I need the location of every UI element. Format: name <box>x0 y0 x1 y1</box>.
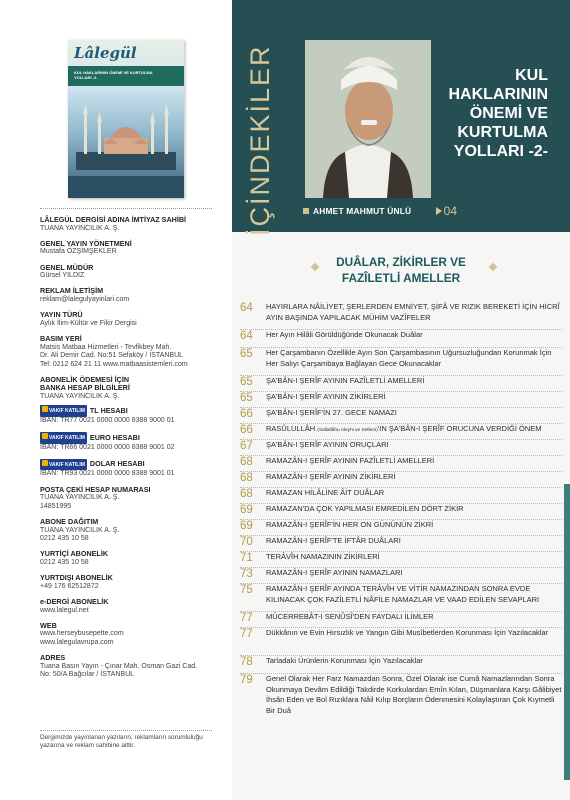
author-photo <box>305 40 431 198</box>
toc-page-number: 75 <box>240 584 253 596</box>
toc-entry-title: RAMAZÂN-I ŞERÎF AYININ NAMAZLARI <box>266 568 403 577</box>
imprint-heading: WEB <box>40 620 57 630</box>
toc-page-number: 69 <box>240 520 253 532</box>
imprint-heading: POSTA ÇEKİ HESAP NUMARASI <box>40 484 151 494</box>
imprint-block <box>40 240 220 257</box>
toc-entry-title: Tarladaki Ürünlerin Korunması İçin Yazılacaklar <box>266 656 423 665</box>
toc-entry-title: RAMAZÂN-I ŞERÎF AYININ ZİKİRLERİ <box>266 472 396 481</box>
imprint-link[interactable]: www.lalegul.net <box>40 606 89 614</box>
toc-entry-title: Her Ayın Hilâli Görüldüğünde Okunacak Duâlar <box>266 330 423 339</box>
imprint-heading: YURTİÇİ ABONELİK <box>40 549 109 559</box>
imprint-text: +49 176 62512872 <box>40 582 99 590</box>
imprint-text: Tuana Basın Yayın - Çınar Mah. Osman Gazi Cad. <box>40 662 198 670</box>
imprint-block <box>40 216 220 233</box>
imprint-text: TUANA YAYINCILIK A. Ş. <box>40 393 120 401</box>
imprint-block <box>40 574 220 591</box>
toc-page-number: 65 <box>240 376 253 388</box>
imprint-block <box>40 622 220 648</box>
toc-page-number: 79 <box>240 674 253 686</box>
toc-entry-title: Her Çarşambanın Özellikle Ayın Son Çarşambasının Uğursuzluğundan Korunmak İçin Her Salıyı Çarşambaya Bağlayan Gece Okunacaklar <box>266 348 552 368</box>
feature-page-number: 04 <box>443 204 457 218</box>
section-title-line: DUÂLAR, ZİKİRLER VE <box>336 255 466 269</box>
iban: İBAN: TR77 0021 0000 0000 8388 9000 01 <box>40 416 175 424</box>
imprint-text: 14851995 <box>40 502 72 510</box>
imprint-link[interactable]: www.herseybusepette.com <box>40 630 124 638</box>
imprint-block <box>40 335 220 369</box>
toc-entry[interactable] <box>240 612 562 628</box>
iban: İBAN: TR93 0021 0000 0000 8388 9001 01 <box>40 470 175 478</box>
cover-footer-band <box>68 176 184 198</box>
toc-page-number: 66 <box>240 408 253 420</box>
toc-entry-title: ŞA'BÂN-I ŞERÎF AYININ FAZÎLETLİ AMELLERİ <box>266 376 425 385</box>
toc-entry-title: RAMAZÂN-I ŞERÎF AYININ FAZÎLETLİ AMELLERİ <box>266 456 435 465</box>
toc-entry[interactable] <box>240 656 562 674</box>
page-edge-tab <box>564 484 570 780</box>
toc-entry[interactable] <box>240 628 562 656</box>
imprint-text: Gürsel YILDIZ <box>40 272 85 280</box>
toc-entry[interactable] <box>240 348 562 376</box>
toc-page-number: 65 <box>240 392 253 404</box>
responsibility-note: Dergimizde yayınlanan yazıların, reklamların sorumluluğu yazarına ve reklam sahibine aittir. <box>40 734 203 749</box>
contents-vertical-title: İÇİNDEKİLER <box>245 44 275 236</box>
toc-page-number: 78 <box>240 656 253 668</box>
toc-entry[interactable] <box>240 392 562 408</box>
imprint <box>40 216 220 686</box>
toc-entry-title: RAMAZÂN-I ŞERÎF'TE İFTÂR DUÂLARI <box>266 536 401 545</box>
imprint-block <box>40 518 220 544</box>
divider <box>40 730 212 731</box>
toc-entry[interactable] <box>240 488 562 504</box>
imprint-text: TUANA YAYINCILIK A. Ş. <box>40 224 120 232</box>
toc-entry[interactable] <box>240 472 562 488</box>
bank-logo: VAKIF KATILIM <box>40 459 87 471</box>
imprint-block <box>40 264 220 281</box>
toc-page-number: 69 <box>240 504 253 516</box>
toc-page-number: 64 <box>240 330 253 342</box>
toc-entry-title: RAMAZAN HİLÂLİNE ÂİT DUÂLAR <box>266 488 385 497</box>
toc-entry-title: ŞA'BÂN-I ŞERÎF AYININ ORUÇLARI <box>266 440 389 449</box>
imprint-text: 0212 435 10 58 <box>40 558 89 566</box>
toc-entry[interactable] <box>240 552 562 568</box>
imprint-heading: ADRES <box>40 653 66 663</box>
feature-page[interactable] <box>436 204 457 218</box>
toc-entry-title: TERÂVÎH NAMAZININ ZİKİRLERİ <box>266 552 380 561</box>
toc-page-number: 77 <box>240 612 253 624</box>
imprint-heading: GENEL MÜDÜR <box>40 262 94 272</box>
table-of-contents <box>240 302 562 724</box>
imprint-text: 0212 435 10 58 <box>40 535 89 543</box>
toc-entry-title: ŞA'BÂN-I ŞERÎF AYININ ZİKİRLERİ <box>266 392 386 401</box>
toc-entry-title: Genel Olarak Her Farz Namazdan Sonra, Özel Olarak ise Cumâ Namazlarından Sonra Okunmaya Devâm Edildiği Takdirde Korkulardan Emîn Kılan, Düşmanlara Karşı Gâlibiyet İhsân Eden ve Bol Rızıklara Nâil Kılıp Borçların Ödenmesini Kolaylaştıran Çok Kıymetli Bir Duâ <box>266 674 562 715</box>
feature-title[interactable]: KUL HAKLARININ ÖNEMİ VE KURTULMA YOLLARI -2- <box>448 67 548 160</box>
imprint-heading: GENEL YAYIN YÖNETMENİ <box>40 238 132 248</box>
toc-page-number: 64 <box>240 302 253 314</box>
toc-entry[interactable] <box>240 456 562 472</box>
imprint-block <box>40 654 220 680</box>
imprint-link[interactable]: www.lalegulavrupa.com <box>40 638 114 646</box>
toc-entry-title: RAMAZAN'DA ÇOK YAPILMASI EMREDİLEN DÖRT ZİKİR <box>266 504 464 513</box>
toc-entry-title: RASÛLULLÂH (Sallallâhu Aleyhi ve Sellem)'IN ŞA'BÂN-I ŞERÎF ORUCUNA VERDİĞİ ÖNEM <box>266 424 542 433</box>
imprint-block <box>40 486 220 512</box>
bank-account <box>40 459 220 479</box>
imprint-heading: LÂLEGÜL DERGİSİ ADINA İMTİYAZ SAHİBİ <box>40 215 187 224</box>
toc-page-number: 71 <box>240 552 253 564</box>
imprint-heading: REKLAM İLETİŞİM <box>40 286 104 296</box>
imprint-heading: ABONELİK ÖDEMESİ İÇİN <box>40 374 130 384</box>
bank-logo: VAKIF KATILIM <box>40 432 87 444</box>
toc-entry[interactable] <box>240 584 562 612</box>
imprint-block <box>40 598 220 615</box>
imprint-heading: BASIM YERİ <box>40 333 82 343</box>
toc-page-number: 65 <box>240 348 253 360</box>
bullet-square-icon <box>303 208 309 214</box>
imprint-block <box>40 376 220 402</box>
imprint-text: Dr. Ali Demir Cad. No:51 Sefaköy / İSTANBUL <box>40 352 184 360</box>
toc-entry[interactable] <box>240 408 562 424</box>
toc-page-number: 67 <box>240 440 253 452</box>
magazine-cover <box>68 40 184 198</box>
imprint-text: TUANA YAYINCILIK A. Ş. <box>40 494 120 502</box>
feature-byline <box>303 204 553 218</box>
iban: İBAN: TR66 0021 0000 0000 8388 9001 02 <box>40 443 175 451</box>
arrow-right-icon <box>436 207 442 215</box>
bank-account <box>40 432 220 452</box>
toc-page-number: 68 <box>240 472 253 484</box>
cover-band-title: KUL HAKLARININ ÖNEMİ VE KURTULMA YOLLARI -2- <box>74 70 153 80</box>
imprint-text: Aylık İlim-Kültür ve Fikir Dergisi <box>40 319 137 327</box>
toc-entry-title: MÜCERREBÂT-I SENÛSÎ'DEN FAYDALI İLİMLER <box>266 612 434 621</box>
toc-page-number: 66 <box>240 424 253 436</box>
bank-account-label: TL HESABI <box>89 405 128 415</box>
toc-entry[interactable] <box>240 520 562 536</box>
toc-entry-title: ŞA'BÂN-I ŞERÎF'İN 27. GECE NAMAZI <box>266 408 397 417</box>
imprint-text: Tel: 0212 624 21 11 www.matbaasistemleri.com <box>40 360 188 368</box>
toc-entry[interactable] <box>240 440 562 456</box>
bank-logo: VAKIF KATILIM <box>40 405 87 417</box>
bank-account-label: DOLAR HESABI <box>89 459 145 469</box>
toc-page-number: 70 <box>240 536 253 548</box>
imprint-heading: e-DERGİ ABONELİK <box>40 596 109 606</box>
bank-account-label: EURO HESABI <box>89 432 140 442</box>
toc-entry-title: RAMAZÂN-I ŞERÎF'İN HER ON GÜNÜNÜN ZİKRİ <box>266 520 434 529</box>
section-title-line: FAZÎLETLİ AMELLER <box>341 271 461 285</box>
imprint-block <box>40 550 220 567</box>
toc-entry[interactable] <box>240 424 562 440</box>
bank-account <box>40 405 220 425</box>
toc-page-number: 68 <box>240 488 253 500</box>
mosque-illustration <box>76 100 176 170</box>
imprint-email[interactable]: reklam@lalegulyayinlari.com <box>40 295 130 303</box>
imprint-text: Matsis Matbaa Hizmetleri - Tevfikbey Mah. <box>40 343 172 351</box>
imprint-heading: ABONE DAĞITIM <box>40 516 99 526</box>
toc-entry[interactable] <box>240 376 562 392</box>
toc-entry-title: HAYIRLARA NÂİLİYET, ŞERLERDEN EMNİYET, ŞİFÂ VE RIZIK BEREKETİ İÇİN HİCRÎ AYIN BAŞINDA YAPILACAK MÜHİM VAZÎFELER <box>266 302 560 322</box>
toc-entry[interactable] <box>240 568 562 584</box>
toc-entry[interactable] <box>240 302 562 330</box>
imprint-text: Mustafa ÖZŞİMŞEKLER <box>40 248 117 256</box>
imprint-heading: BANKA HESAP BİLGİLERİ <box>40 383 130 393</box>
toc-entry-title: Dükkânın ve Evin Hırsızlık ve Yangın Gibi Musîbetlerden Korunması İçin Yazılacaklar <box>266 628 549 637</box>
toc-entry[interactable] <box>240 536 562 552</box>
imprint-text: No: 50/A Bağcılar / İSTANBUL <box>40 671 135 679</box>
divider <box>40 208 212 209</box>
feature-author: AHMET MAHMUT ÜNLÜ <box>313 206 412 216</box>
toc-page-number: 73 <box>240 568 253 580</box>
toc-entry[interactable] <box>240 504 562 520</box>
toc-page-number: 77 <box>240 628 253 640</box>
section-heading <box>232 254 570 286</box>
toc-entry-title: RAMAZÂN-I ŞERÎF AYINDA TERÂVÎH VE VİTİR NAMAZINDAN SONRA EVDE KILINACAK ÇOK FAZÎLETLİ NÂFİLE NAMAZLAR VE VAAD EDİLEN SEVAPLARI <box>266 584 540 604</box>
imprint-text: TUANA YAYINCILIK A. Ş. <box>40 526 120 534</box>
toc-entry[interactable] <box>240 330 562 348</box>
cover-logo: Lâlegül <box>74 44 137 62</box>
toc-page-number: 68 <box>240 456 253 468</box>
imprint-block <box>40 311 220 328</box>
toc-entry[interactable] <box>240 674 562 724</box>
imprint-heading: YURTDIŞI ABONELİK <box>40 573 113 583</box>
imprint-block <box>40 287 220 304</box>
imprint-heading: YAYIN TÜRÜ <box>40 310 83 320</box>
